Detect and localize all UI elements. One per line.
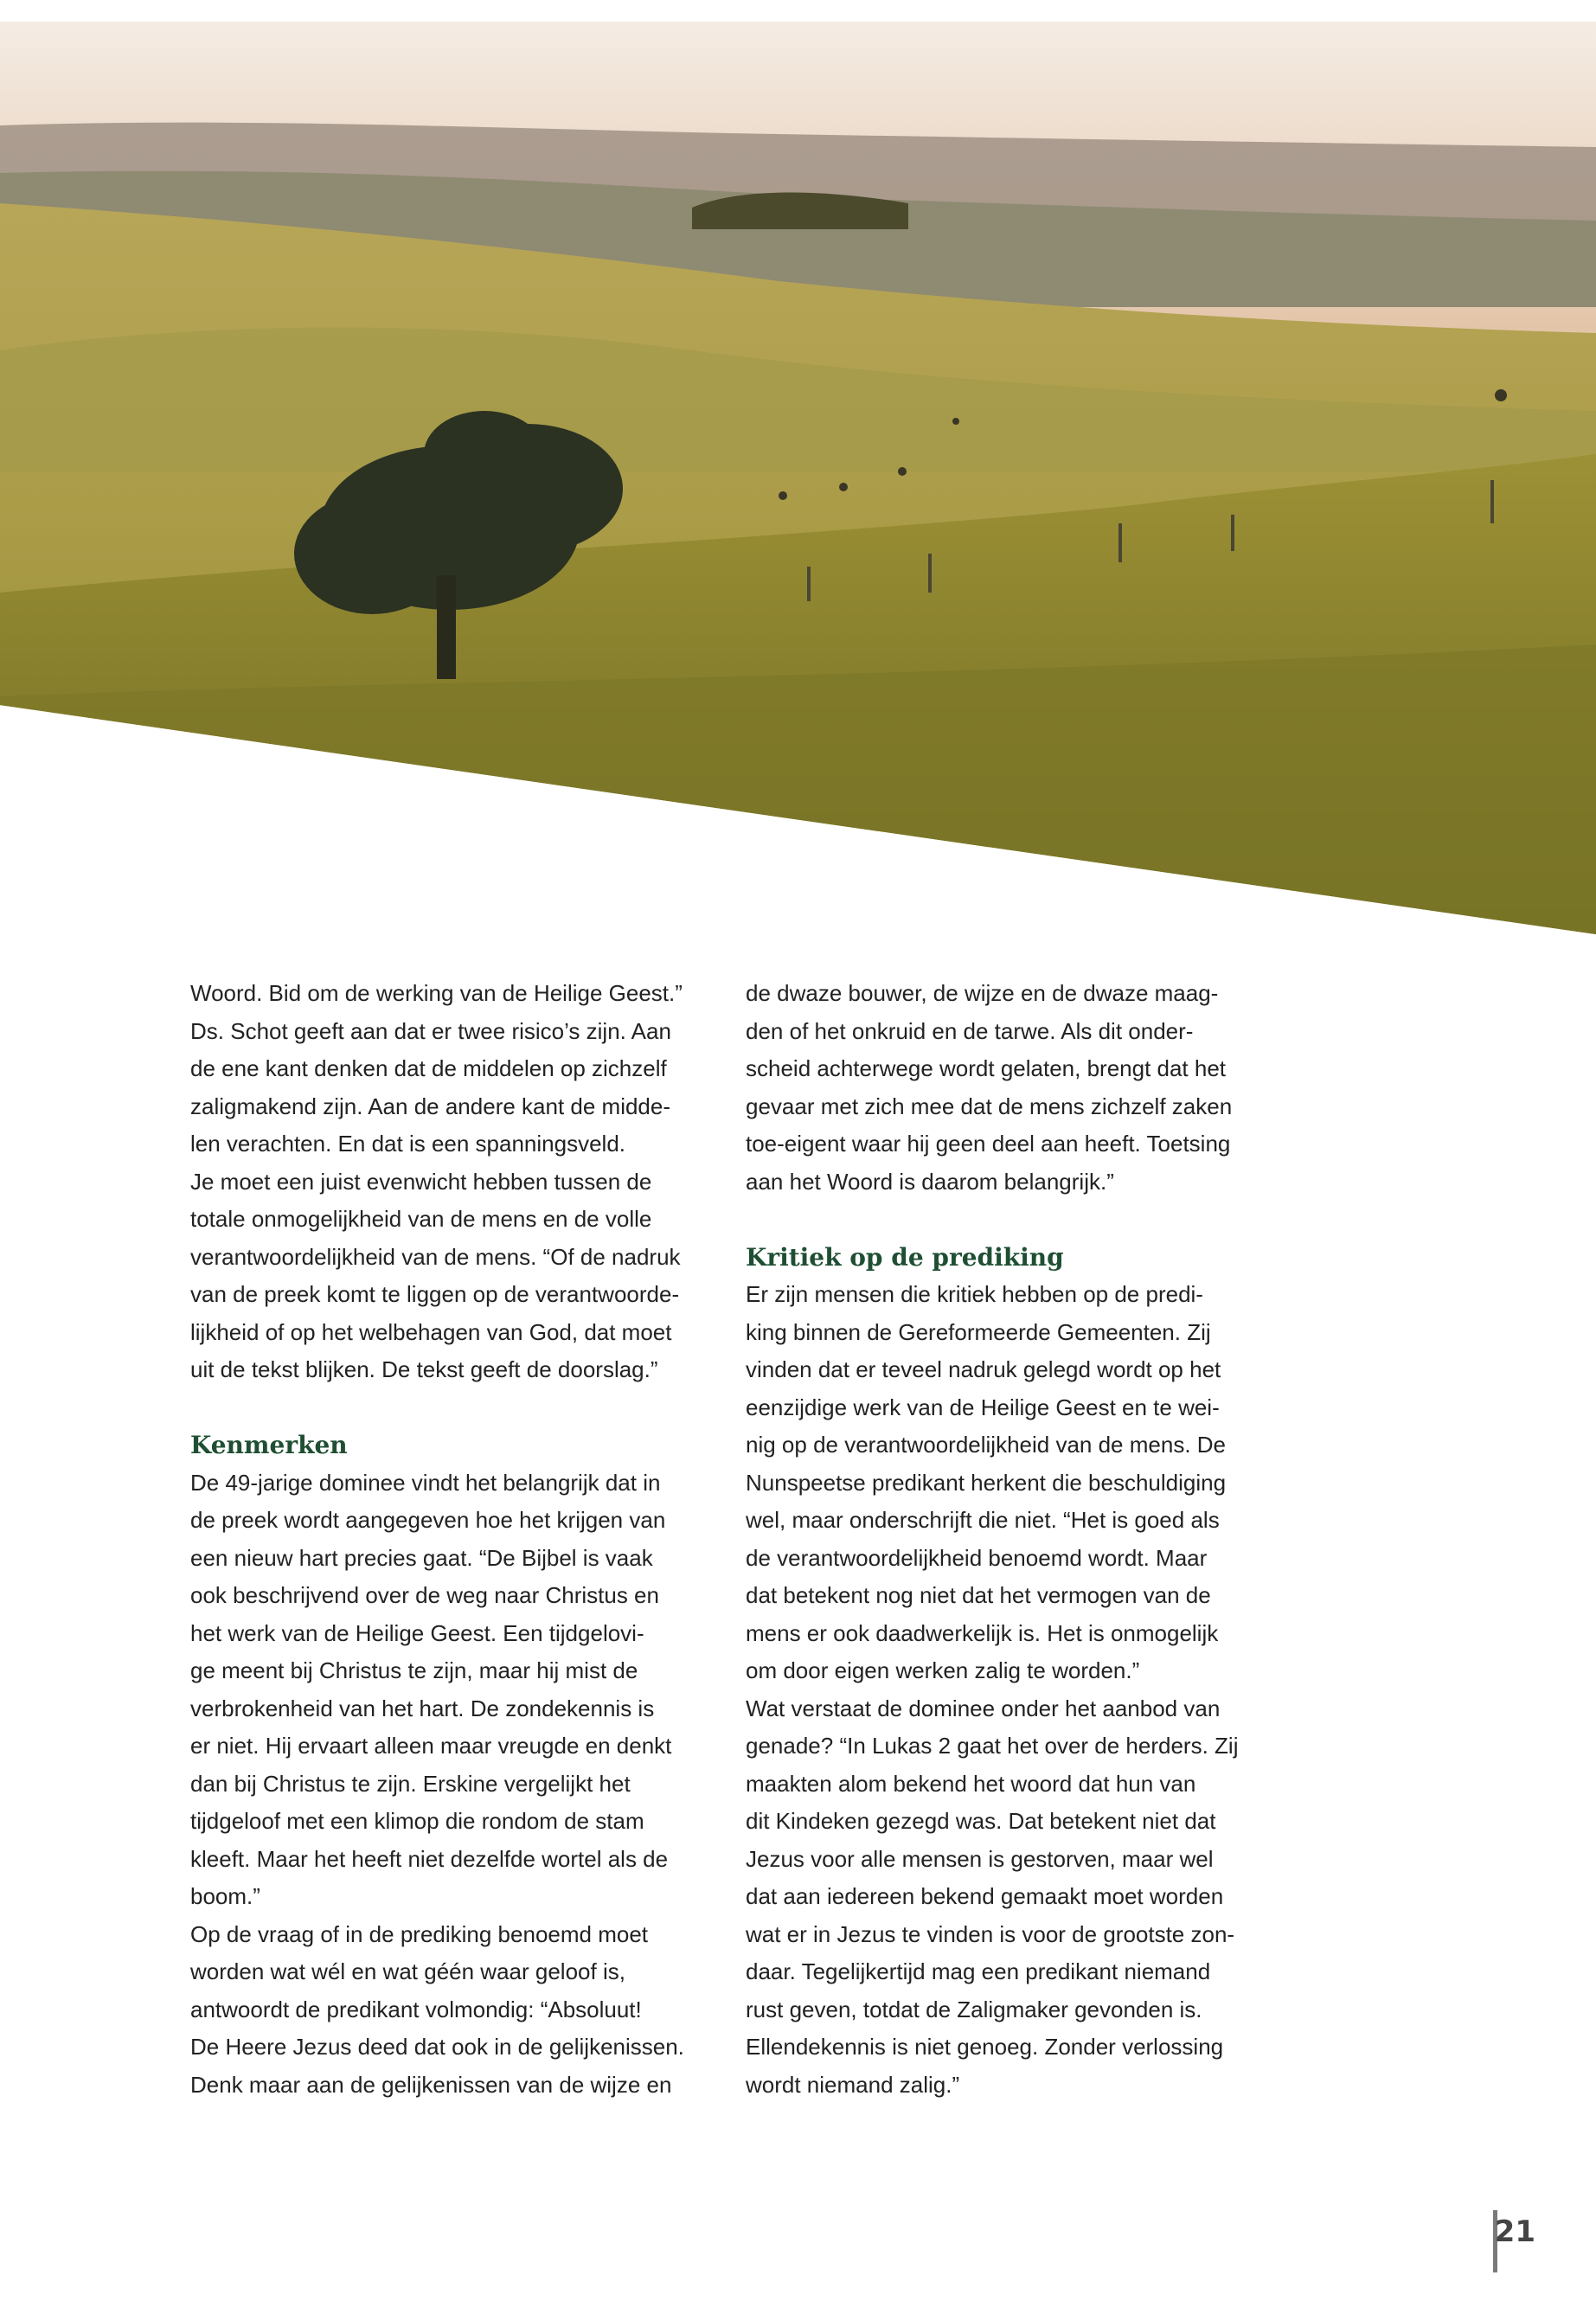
text-column-left (190, 975, 701, 2104)
body-paragraph: de dwaze bouwer, de wijze en de dwaze maag- den of het onkruid en de tarwe. Als dit onder- scheid achterwege wordt gelaten, brengt dat het gevaar met zich mee dat de mens zichzelf zaken toe-eigent waar hij geen deel aan heeft. Toetsing aan het Woord is daarom belangrijk.” (746, 980, 1233, 1195)
text-column-right (746, 975, 1256, 2104)
body-paragraph: De 49-jarige dominee vindt het belangrijk dat in de preek wordt aangegeven hoe het krijgen van een nieuw hart precies gaat. “De Bijbel is vaak ook beschrijvend over de weg naar Christus en het werk van de Heilige Geest. Een tijdgelovi- ge meent bij Christus te zijn, maar hij mist de verbrokenheid van het hart. De zondekennis is er niet. Hij ervaart alleen maar vreugde en denkt dan bij Christus te zijn. Erskine vergelijkt het tijdgeloof met een klimop die rondom de stam kleeft. Maar het heeft niet dezelfde wortel als de boom.” (190, 1469, 672, 1909)
section-heading-kenmerken: Kenmerken (190, 1431, 348, 1459)
body-paragraph: Er zijn mensen die kritiek hebben op de predi- king binnen de Gereformeerde Gemeenten. Zij vinden dat er teveel nadruk gelegd wordt op het eenzijdige werk van de Heilige Geest en te wei- nig op de verantwoordelijkheid van de mens. De Nunspeetse predikant herkent die beschuldiging wel, maar onderschrijft die niet. “Het is goed als de verantwoordelijkheid benoemd wordt. Maar dat betekent nog niet dat het vermogen van de mens er ook daadwerkelijk is. Het is onmogelijk om door eigen werken zalig te worden.” (746, 1281, 1227, 1683)
landscape-photo (0, 22, 1596, 934)
body-paragraph: Je moet een juist evenwicht hebben tussen de totale onmogelijkheid van de mens en de volle verantwoordelijkheid van de mens. “Of de nadruk van de preek komt te liggen op de verantwoorde- lijkheid of op het welbehagen van God, dat moet uit de tekst blijken. De tekst geeft de doorslag.” (190, 1168, 681, 1382)
body-paragraph: Wat verstaat de dominee onder het aanbod van genade? “In Lukas 2 gaat het over de herders. Zij maakten alom bekend het woord dat hun van dit Kindeken gezegd was. Dat betekent niet dat Jezus voor alle mensen is gestorven, maar wel dat aan iedereen bekend gemaakt moet worden wat er in Jezus te vinden is voor de grootste zon- daar. Tegelijkertijd mag een predikant niemand rust geven, totdat de Zaligmaker gevonden is. Ellendekennis is niet genoeg. Zonder verlossing wordt niemand zalig.” (746, 1695, 1239, 2098)
section-spacer (190, 1389, 701, 1427)
body-paragraph: Woord. Bid om de werking van de Heilige Geest.” Ds. Schot geeft aan dat er twee risico’s zijn. Aan de ene kant denken dat de middelen op zichzelf zaligmakend zijn. Aan de andere kant de midde- len verachten. En dat is een spanningsveld. (190, 980, 683, 1157)
section-spacer (746, 1201, 1256, 1239)
page-number: 21 (1494, 2214, 1535, 2249)
section-heading-kritiek: Kritiek op de prediking (746, 1242, 1064, 1272)
body-paragraph: Op de vraag of in de prediking benoemd moet worden wat wél en wat géén waar geloof is, antwoordt de predikant volmondig: “Absoluut! De Heere Jezus deed dat ook in de gelijkenissen. Denk maar aan de gelijkenissen van de wijze en (190, 1920, 684, 2098)
